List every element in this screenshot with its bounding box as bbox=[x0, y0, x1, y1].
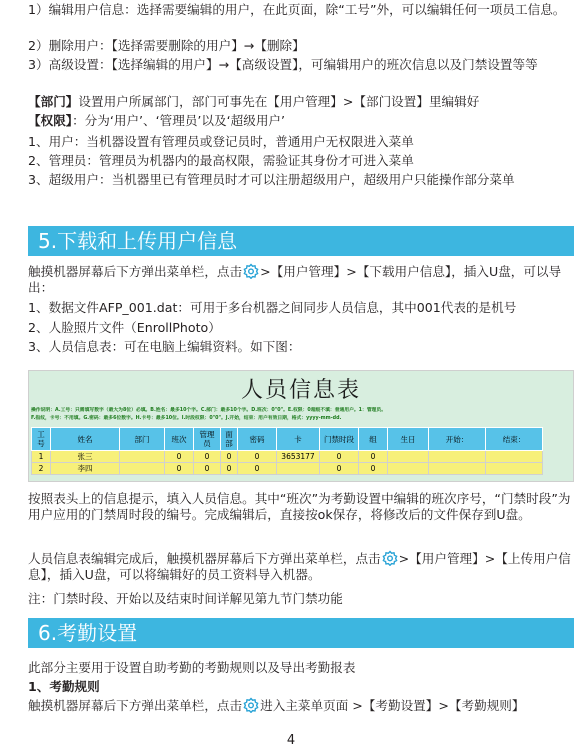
sheet-cell: 3653177 bbox=[277, 451, 320, 463]
department-label: 【部门】 bbox=[28, 94, 79, 109]
download-instr-b: >【用户管理】>【下载用户信息】，插入U盘，可以导出： bbox=[28, 264, 562, 295]
sheet-header-row bbox=[32, 428, 543, 451]
sheet-col-header: 结束： bbox=[486, 428, 543, 451]
sheet-col-header: 工号 bbox=[32, 428, 51, 451]
sheet-cell bbox=[486, 463, 543, 475]
upload-instructions bbox=[28, 550, 576, 583]
sheet-cell: 2 bbox=[32, 463, 51, 475]
sheet-row bbox=[32, 451, 543, 463]
sheet-cell: 0 bbox=[359, 463, 388, 475]
sheet-col-header: 姓名 bbox=[51, 428, 120, 451]
rules-instr-b: 进入主菜单页面 >【考勤设置】>【考勤规则】 bbox=[260, 698, 525, 713]
sheet-col-header: 密码 bbox=[238, 428, 277, 451]
access-note: 注：门禁时段、开始以及结束时间详解见第九节门禁功能 bbox=[28, 591, 343, 606]
sheet-cell: 0 bbox=[238, 451, 277, 463]
sheet-note-line1: 操作说明：A.工号：只需填写数字（最大为8位）必填。B.姓名：最多10个字。C.部门：最多10个字。D.班次：0"0"。E.权限：0超级不填：普通用户。1：管理员。 bbox=[31, 408, 387, 413]
sheet-table bbox=[31, 427, 543, 475]
sheet-cell bbox=[120, 463, 165, 475]
sheet-note-line2: F.指纹，卡号：不用填。G.密码：最多6位数字。H.卡号：最多10位。I.时段权限：0"0"。J.开始，结束：用户有效日期，格式：yyyy-mm-dd. bbox=[31, 416, 342, 421]
sheet-cell: 0 bbox=[194, 451, 221, 463]
permission-desc: ：分为‘用户’、‘管理员’以及‘超级用户’ bbox=[72, 113, 286, 128]
sheet-col-header: 门禁时段 bbox=[320, 428, 359, 451]
sheet-cell bbox=[388, 463, 429, 475]
sheet-cell: 0 bbox=[238, 463, 277, 475]
sheet-cell: 1 bbox=[32, 451, 51, 463]
sheet-cell: 0 bbox=[320, 451, 359, 463]
attendance-rules-instructions bbox=[28, 697, 576, 714]
sheet-cell bbox=[120, 451, 165, 463]
sheet-col-header: 生日 bbox=[388, 428, 429, 451]
sheet-row bbox=[32, 463, 543, 475]
sheet-col-header: 部门 bbox=[120, 428, 165, 451]
personnel-info-sheet bbox=[28, 370, 574, 482]
sheet-col-header: 管理员 bbox=[194, 428, 221, 451]
attendance-intro: 此部分主要用于设置自助考勤的考勤规则以及导出考勤报表 bbox=[28, 660, 356, 675]
permission-text bbox=[28, 113, 576, 129]
sheet-col-header: 面部 bbox=[221, 428, 238, 451]
page-number: 4 bbox=[286, 733, 296, 748]
sheet-cell bbox=[486, 451, 543, 463]
export-item-dat: 1、数据文件AFP_001.dat：可用于多台机器之间同步人员信息，其中001代表的是机号 bbox=[28, 300, 517, 315]
edit-user-text: 1）编辑用户信息：选择需要编辑的用户，在此页面，除“工号”外，可以编辑任何一项员工信息。 bbox=[28, 2, 566, 17]
sheet-cell bbox=[429, 463, 486, 475]
advanced-settings-text: 3）高级设置：【选择编辑的用户】→【高级设置】，可编辑用户的班次信息以及门禁设置等等 bbox=[28, 57, 538, 72]
export-item-photo: 2、人脸照片文件（EnrollPhoto） bbox=[28, 320, 221, 335]
permission-user: 1、用户：当机器设置有管理员或登记员时，普通用户无权限进入菜单 bbox=[28, 134, 414, 149]
section-header-download-upload: 5.下载和上传用户信息 bbox=[28, 226, 574, 256]
download-instructions bbox=[28, 263, 576, 296]
sheet-col-header: 开始： bbox=[429, 428, 486, 451]
export-item-sheet: 3、人员信息表：可在电脑上编辑资料。如下图： bbox=[28, 339, 301, 354]
delete-user-text: 2）删除用户：【选择需要删除的用户】→【删除】 bbox=[28, 38, 305, 53]
upload-instr-b: >【用户管理】>【上传用户信息】，插入U盘，可以将编辑好的员工资料导入机器。 bbox=[28, 551, 571, 582]
sheet-instructions bbox=[31, 407, 571, 423]
sheet-cell: 0 bbox=[221, 463, 238, 475]
sheet-col-header: 班次 bbox=[165, 428, 194, 451]
permission-admin: 2、管理员：管理员为机器内的最高权限，需验证其身份才可进入菜单 bbox=[28, 153, 414, 168]
sheet-cell: 0 bbox=[165, 463, 194, 475]
sheet-title: 人员信息表 bbox=[240, 378, 361, 403]
department-text bbox=[28, 94, 576, 110]
permission-superuser: 3、超级用户：当机器里已有管理员时才可以注册超级用户，超级用户只能操作部分菜单 bbox=[28, 172, 515, 187]
sheet-cell: 0 bbox=[320, 463, 359, 475]
rules-instr-a: 触摸机器屏幕后下方弹出菜单栏，点击 bbox=[28, 698, 243, 713]
sheet-cell: 0 bbox=[221, 451, 238, 463]
sheet-cell: 李四 bbox=[51, 463, 120, 475]
download-instr-a: 触摸机器屏幕后下方弹出菜单栏，点击 bbox=[28, 264, 243, 279]
attendance-rules-heading: 1、考勤规则 bbox=[28, 679, 100, 694]
sheet-cell: 0 bbox=[194, 463, 221, 475]
sheet-cell bbox=[277, 463, 320, 475]
section-header-attendance: 6.考勤设置 bbox=[28, 618, 574, 648]
permission-label: 【权限】 bbox=[28, 113, 73, 128]
sheet-cell: 0 bbox=[359, 451, 388, 463]
sheet-cell bbox=[429, 451, 486, 463]
settings-gear-icon bbox=[381, 550, 399, 566]
fill-info-instructions: 按照表头上的信息提示，填入人员信息。其中“班次”为考勤设置中编辑的班次序号，“门禁时段”为用户应用的门禁周时段的编号。完成编辑后，直接按ok保存，将修改后的文件保存到U盘。 bbox=[28, 491, 571, 522]
settings-gear-icon bbox=[242, 697, 260, 713]
sheet-cell: 0 bbox=[165, 451, 194, 463]
sheet-col-header: 组 bbox=[359, 428, 388, 451]
sheet-cell: 张三 bbox=[51, 451, 120, 463]
settings-gear-icon bbox=[242, 263, 260, 279]
upload-instr-a: 人员信息表编辑完成后，触摸机器屏幕后下方弹出菜单栏，点击 bbox=[28, 551, 381, 566]
sheet-col-header: 卡 bbox=[277, 428, 320, 451]
sheet-cell bbox=[388, 451, 429, 463]
department-desc: 设置用户所属部门，部门可事先在【用户管理】>【部门设置】里编辑好 bbox=[78, 94, 480, 109]
